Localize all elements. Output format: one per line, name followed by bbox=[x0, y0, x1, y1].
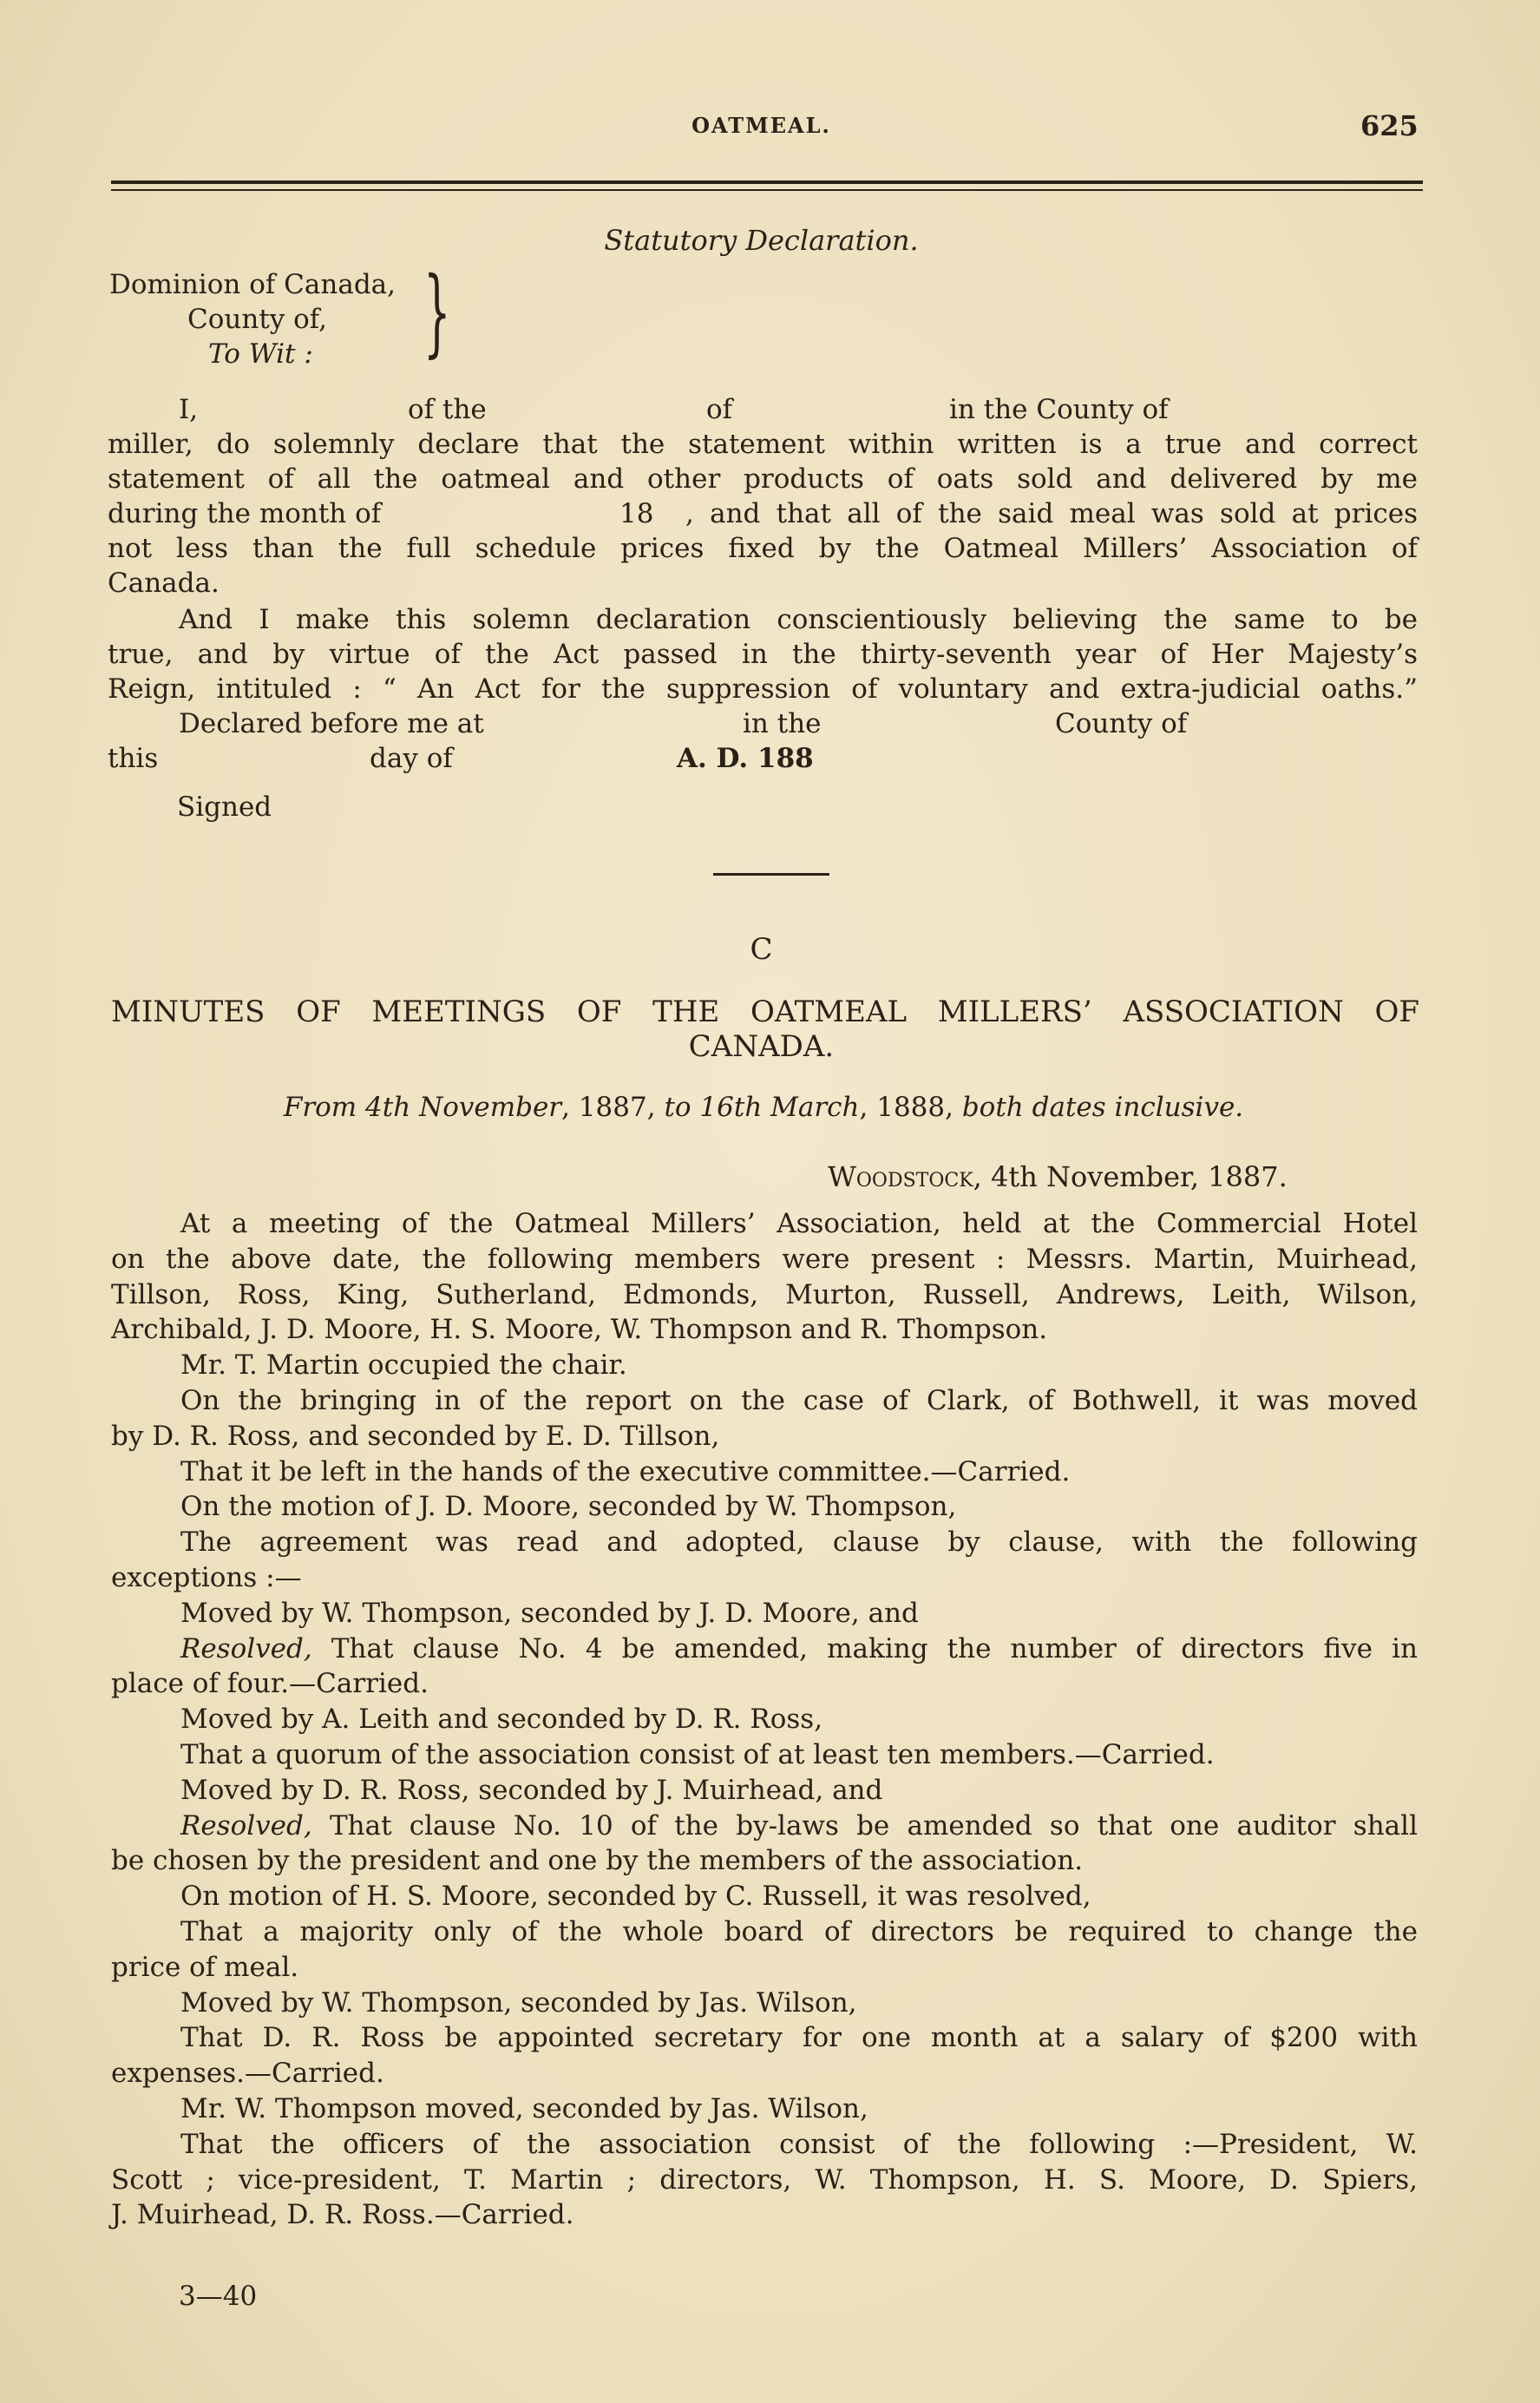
blank-field-line: 18 bbox=[619, 498, 654, 529]
minutes-paragraph-first-line: At a meeting of the Oatmeal Millers’ Association, held at the Commercial Hotel bbox=[180, 1208, 1418, 1239]
resolved-lead: Resolved, bbox=[180, 1633, 312, 1664]
signature-mark: 3—40 bbox=[179, 2281, 258, 2312]
minutes-paragraph-line: by D. R. Ross, and seconded by E. D. Tillson, bbox=[111, 1421, 720, 1452]
minutes-paragraph-first-line: Moved by A. Leith and seconded by D. R. Ross, bbox=[180, 1704, 823, 1735]
subtitle-part: , 1887, bbox=[561, 1092, 665, 1123]
minutes-paragraph-line: place of four.—Carried. bbox=[111, 1668, 429, 1699]
venue-line-1: Dominion of Canada, bbox=[109, 269, 396, 300]
appendix-heading-cont: CANADA. bbox=[688, 1029, 835, 1064]
subtitle-part: , 1888, bbox=[859, 1092, 962, 1123]
date-text: A. D. 188 bbox=[677, 743, 814, 774]
paragraph-line: not less than the full schedule prices fixed by the Oatmeal Millers’ Association of bbox=[108, 533, 1418, 564]
minutes-paragraph-line: price of meal. bbox=[111, 1952, 299, 1983]
declared-text: County of bbox=[1055, 708, 1188, 739]
subtitle-part: March bbox=[770, 1092, 860, 1123]
blank-field-line: I, bbox=[179, 394, 199, 425]
minutes-paragraph-first-line: On motion of H. S. Moore, seconded by C. Russell, it was resolved, bbox=[180, 1881, 1091, 1912]
subtitle-part: 4th bbox=[357, 1092, 420, 1123]
minutes-paragraph-first-line: Mr. W. Thompson moved, seconded by Jas. Wilson, bbox=[180, 2093, 868, 2124]
minutes-paragraph-line: on the above date, the following members were present : Messrs. Martin, Muirhead, bbox=[111, 1244, 1418, 1275]
minutes-paragraph-first-line: That the officers of the association consist of the following :—President, W. bbox=[180, 2129, 1418, 2160]
minutes-paragraph-first-line bbox=[180, 1809, 1418, 1843]
minutes-paragraph-line: Archibald, J. D. Moore, H. S. Moore, W. Thompson and R. Thompson. bbox=[111, 1314, 1048, 1345]
blank-field-line: in the County of bbox=[949, 394, 1169, 425]
minutes-paragraph-first-line: The agreement was read and adopted, clause by clause, with the following bbox=[180, 1526, 1418, 1558]
blank-field-line: during the month of bbox=[108, 498, 382, 529]
minutes-paragraph-first-line: On the motion of J. D. Moore, seconded by W. Thompson, bbox=[180, 1491, 957, 1522]
paragraph-line: Reign, intituled : “ An Act for the suppression of voluntary and extra-judicial oaths.” bbox=[108, 673, 1418, 705]
minutes-paragraph-first-line: Moved by W. Thompson, seconded by J. D. Moore, and bbox=[180, 1598, 919, 1629]
blank-field-line: of the bbox=[408, 394, 487, 425]
minutes-paragraph-first-line: That D. R. Ross be appointed secretary for one month at a salary of $200 with bbox=[180, 2022, 1418, 2053]
header-rule-thin bbox=[111, 189, 1423, 191]
minutes-paragraph-first-line: On the bringing in of the report on the case of Clark, of Bothwell, it was moved bbox=[180, 1385, 1418, 1416]
header-rule bbox=[111, 181, 1423, 184]
minutes-paragraph-line: J. Muirhead, D. R. Ross.—Carried. bbox=[111, 2199, 574, 2230]
paragraph-line: true, and by virtue of the Act passed in the thirty-seventh year of Her Majesty’s bbox=[108, 639, 1418, 670]
resolved-lead: Resolved, bbox=[180, 1810, 312, 1842]
declared-text: Declared before me at bbox=[179, 708, 484, 739]
declared-text: in the bbox=[743, 708, 822, 739]
blank-field-line: , and that all of the said meal was sold at prices bbox=[685, 498, 1418, 529]
date-text: this bbox=[108, 743, 159, 774]
venue-line-3: To Wit : bbox=[208, 338, 313, 370]
paragraph-line: miller, do solemnly declare that the statement within written is a true and correct bbox=[108, 429, 1418, 460]
subtitle-part: November bbox=[419, 1092, 562, 1123]
appendix-letter: C bbox=[750, 932, 773, 967]
blank-field-line: of bbox=[706, 394, 733, 425]
section-divider bbox=[713, 873, 829, 876]
date-text: day of bbox=[370, 743, 453, 774]
paragraph-line: Canada. bbox=[108, 568, 220, 599]
minutes-paragraph-first-line: Moved by D. R. Ross, seconded by J. Muirhead, and bbox=[180, 1775, 883, 1806]
dateline-date: , 4th November, 1887. bbox=[973, 1160, 1288, 1193]
dateline-place: Woodstock bbox=[828, 1160, 973, 1193]
declaration-title: Statutory Declaration. bbox=[604, 224, 919, 257]
appendix-subtitle bbox=[0, 1092, 1527, 1123]
dateline bbox=[828, 1159, 1288, 1194]
minutes-paragraph-first-line: That a majority only of the whole board of directors be required to change the bbox=[180, 1916, 1418, 1947]
appendix-heading: MINUTES OF MEETINGS OF THE OATMEAL MILLERS’ ASSOCIATION OF bbox=[111, 995, 1419, 1029]
minutes-paragraph-first-line: Moved by W. Thompson, seconded by Jas. Wilson, bbox=[180, 1987, 857, 2019]
resolved-text: That clause No. 4 be amended, making the number of directors five in bbox=[311, 1633, 1418, 1664]
minutes-paragraph-first-line: That it be left in the hands of the executive committee.—Carried. bbox=[180, 1456, 1071, 1487]
venue-brace: } bbox=[423, 256, 451, 367]
page-number: 625 bbox=[1360, 109, 1419, 142]
subtitle-part: 16th bbox=[691, 1092, 771, 1123]
minutes-paragraph-line: be chosen by the president and one by the members of the association. bbox=[111, 1845, 1084, 1876]
subtitle-part: to bbox=[664, 1092, 691, 1123]
venue-line-2: County of, bbox=[187, 304, 328, 335]
minutes-paragraph-first-line bbox=[180, 1632, 1418, 1666]
paragraph-line: statement of all the oatmeal and other products of oats sold and delivered by me bbox=[108, 463, 1418, 495]
minutes-paragraph-line: expenses.—Carried. bbox=[111, 2058, 384, 2089]
minutes-paragraph-first-line: Mr. T. Martin occupied the chair. bbox=[180, 1349, 627, 1381]
minutes-paragraph-first-line: That a quorum of the association consist of at least ten members.—Carried. bbox=[180, 1739, 1215, 1770]
running-header-title: OATMEAL. bbox=[691, 113, 831, 138]
paragraph-line: And I make this solemn declaration conscientiously believing the same to be bbox=[179, 604, 1418, 635]
minutes-paragraph-line: exceptions :— bbox=[111, 1562, 302, 1593]
minutes-paragraph-line: Scott ; vice-president, T. Martin ; directors, W. Thompson, H. S. Moore, D. Spiers, bbox=[111, 2164, 1418, 2196]
subtitle-part: both dates inclusive. bbox=[961, 1092, 1244, 1123]
resolved-text: That clause No. 10 of the by-laws be amended so that one auditor shall bbox=[311, 1810, 1418, 1842]
subtitle-part: From bbox=[283, 1092, 357, 1123]
minutes-paragraph-line: Tillson, Ross, King, Sutherland, Edmonds, Murton, Russell, Andrews, Leith, Wilson, bbox=[111, 1279, 1418, 1310]
signed-label: Signed bbox=[177, 791, 272, 823]
